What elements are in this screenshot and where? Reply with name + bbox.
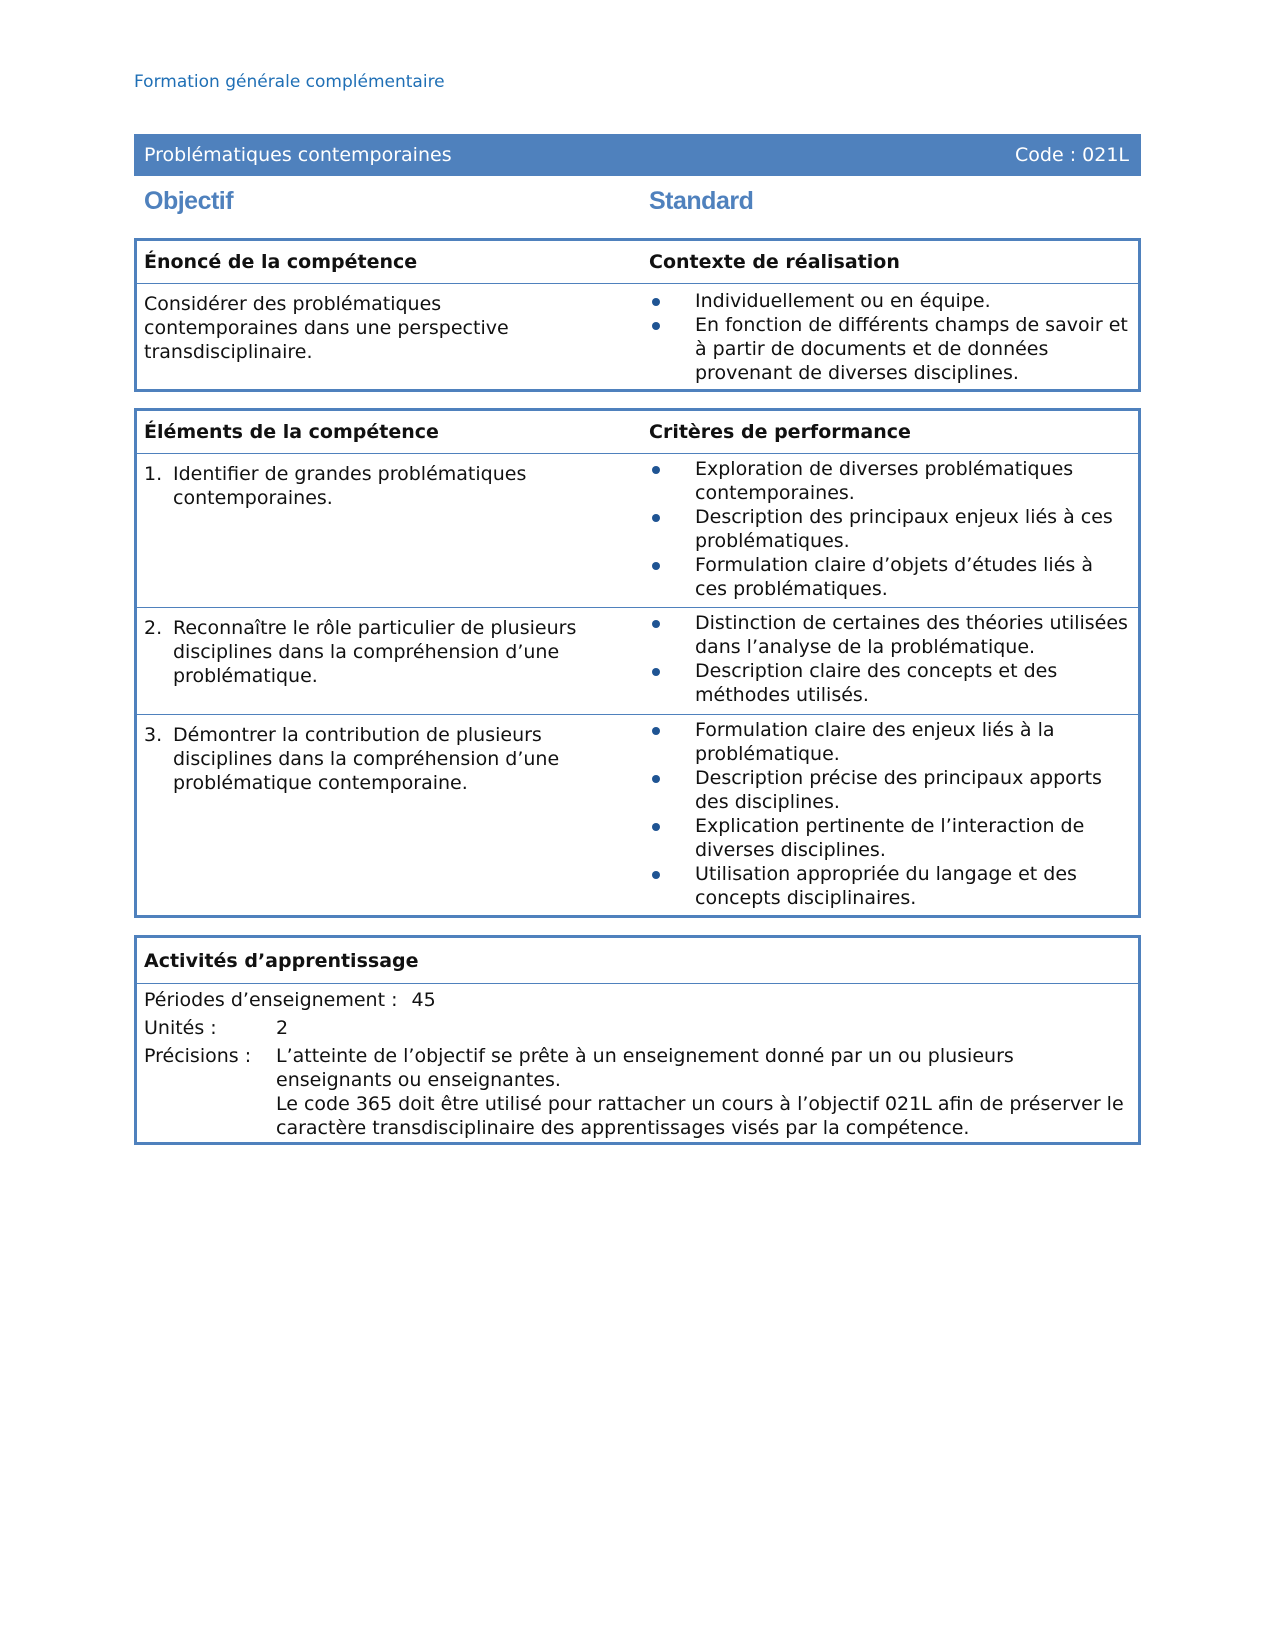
contexte-cell [640, 289, 1138, 385]
precision-paragraph: Le code 365 doit être utilisé pour rattacher un cours à l’objectif 021L afin de préserver le caractère transdisciplinaire des apprentissages visés par la compétence. [276, 1093, 1124, 1139]
element-cell [137, 611, 640, 714]
enonce-text: Considérer des problématiques contemporaines dans une perspective transdisciplinaire. [144, 293, 509, 363]
element-cell [137, 718, 640, 910]
list-item: Formulation claire d’objets d’études liés à ces problématiques. [649, 553, 1128, 601]
element-number: 2. [144, 617, 163, 639]
contexte-header: Contexte de réalisation [649, 251, 900, 273]
criteres-cell [640, 457, 1138, 607]
table-header-row [137, 411, 1138, 454]
element-item [144, 723, 638, 795]
precisions-line [144, 1044, 1131, 1140]
unites-label: Unités : [144, 1017, 217, 1039]
element-item [144, 462, 620, 510]
periodes-label: Périodes d’enseignement : [144, 989, 398, 1011]
element-cell [137, 457, 640, 607]
elements-header: Éléments de la compétence [144, 421, 439, 443]
list-item: Formulation claire des enjeux liés à la problématique. [649, 718, 1128, 766]
periodes-value: 45 [411, 989, 436, 1011]
competence-elements-table [134, 408, 1141, 918]
precisions-value [276, 1044, 1131, 1140]
contexte-list [649, 289, 1138, 385]
element-number: 3. [144, 724, 163, 746]
list-item: En fonction de différents champs de savoir et à partir de documents et de données provenant de diverses disciplines. [649, 313, 1138, 385]
section-headings [134, 187, 1141, 227]
table-row [137, 284, 1138, 385]
list-item: Explication pertinente de l’interaction de diverses disciplines. [649, 814, 1128, 862]
table-row [137, 454, 1138, 607]
list-item: Exploration de diverses problématiques contemporaines. [649, 457, 1128, 505]
enonce-header: Énoncé de la compétence [144, 251, 418, 273]
precision-paragraph: L’atteinte de l’objectif se prête à un enseignement donné par un ou plusieurs enseignants ou enseignantes. [276, 1045, 1014, 1091]
element-text: Démontrer la contribution de plusieurs disciplines dans la compréhension d’une problématique contemporaine. [173, 724, 560, 794]
element-item [144, 616, 620, 688]
table-row [137, 607, 1138, 714]
standard-heading: Standard [649, 187, 754, 215]
objectif-heading: Objectif [144, 187, 234, 215]
element-number: 1. [144, 463, 163, 485]
criteres-header: Critères de performance [649, 421, 911, 443]
unites-value: 2 [276, 1017, 289, 1039]
table-row [137, 714, 1138, 910]
course-header-bar [134, 134, 1141, 176]
table-header-row [137, 241, 1138, 284]
list-item: Utilisation appropriée du langage et des concepts disciplinaires. [649, 862, 1128, 910]
competence-statement-table [134, 238, 1141, 392]
table-header-row [137, 938, 1138, 984]
list-item: Description claire des concepts et des méthodes utilisés. [649, 659, 1128, 707]
activities-body [137, 984, 1138, 1152]
criteres-cell [640, 718, 1138, 910]
activities-header: Activités d’apprentissage [144, 949, 419, 972]
element-text: Reconnaître le rôle particulier de plusieurs disciplines dans la compréhension d’une problématique. [173, 617, 577, 687]
element-text: Identifier de grandes problématiques contemporaines. [173, 463, 527, 509]
list-item: Individuellement ou en équipe. [649, 289, 1138, 313]
document-category-title: Formation générale complémentaire [134, 72, 445, 92]
learning-activities-table [134, 935, 1141, 1145]
criteres-cell [640, 611, 1138, 714]
unites-line [144, 1016, 1131, 1040]
periodes-line [144, 988, 1131, 1012]
list-item: Description des principaux enjeux liés à ces problématiques. [649, 505, 1128, 553]
course-code: Code : 021L [1015, 144, 1129, 166]
list-item: Description précise des principaux apports des disciplines. [649, 766, 1128, 814]
course-title: Problématiques contemporaines [144, 144, 452, 166]
list-item: Distinction de certaines des théories utilisées dans l’analyse de la problématique. [649, 611, 1128, 659]
precisions-label: Précisions : [144, 1045, 252, 1067]
